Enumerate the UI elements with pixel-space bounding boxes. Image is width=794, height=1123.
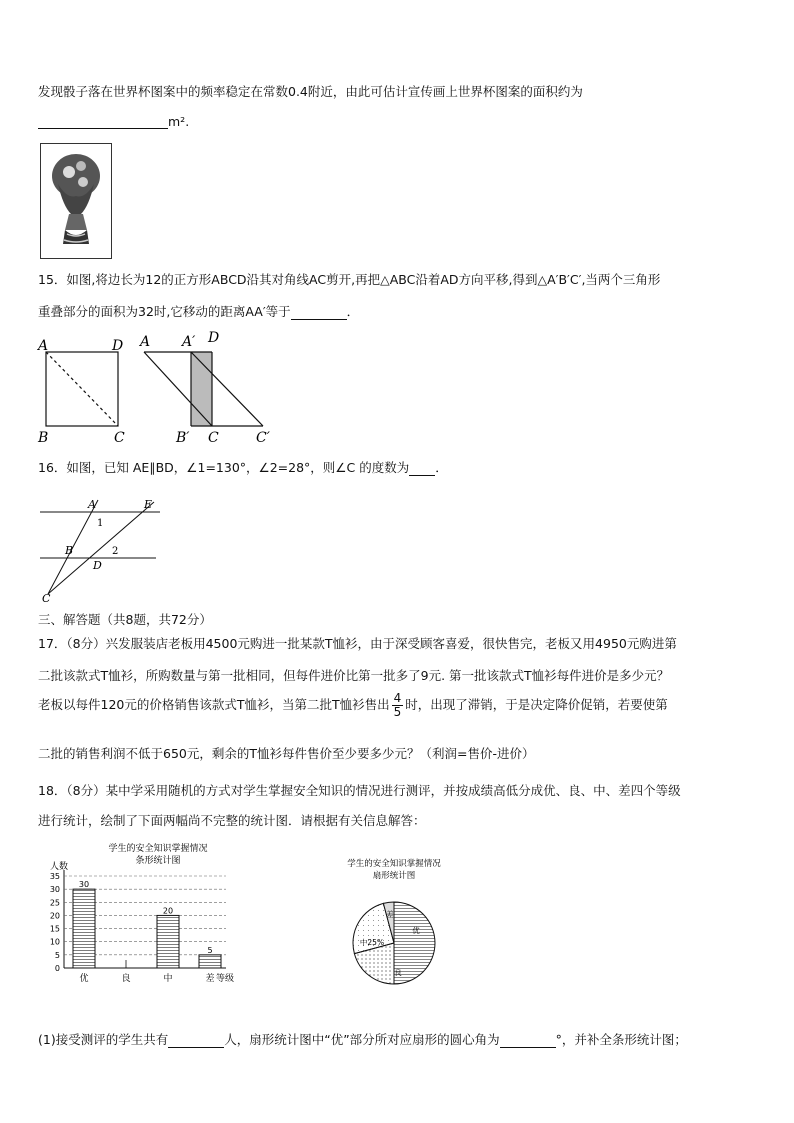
q15-answer-blank[interactable] <box>291 305 347 320</box>
pie-chart <box>336 853 462 1003</box>
q16-text-line1: 16．如图，已知 AE∥BD，∠1=130°，∠2=28°，则∠C 的度数为 ． <box>38 460 448 475</box>
section-3-heading: 三、解答题（共8题，共72分） <box>38 612 212 627</box>
q15-diagonal <box>46 352 118 426</box>
q15-text-line2: 重叠部分的面积为32时,它移动的距离AA′等于 ． <box>38 304 360 319</box>
q15-label-A: A <box>38 338 49 354</box>
q18-sub1: (1)接受测评的学生共有 人，扇形统计图中“优”部分所对应扇形的圆心角为 °，并补全条形统计图； <box>38 1032 687 1047</box>
q15-label-C: C <box>114 430 125 446</box>
q16-label-2: 2 <box>112 546 119 557</box>
pie-slice-label: 中25% <box>359 938 385 947</box>
q16-label-B: B <box>65 544 74 557</box>
bar-data-label: 20 <box>162 906 174 916</box>
q15-label-C2: C <box>208 430 219 446</box>
bar-category-label: 优 <box>79 974 89 984</box>
bar-chart-ytick-label: 10 <box>49 937 60 947</box>
bar-2 <box>157 915 179 968</box>
q16-label-1: 1 <box>97 518 104 529</box>
q17-text-line4: 二批的销售利润不低于650元，剩余的T恤衫每件售价至少要多少元？（利润=售价-进价） <box>38 746 535 761</box>
q16-label-D: D <box>93 559 102 572</box>
bar-category-label: 差 <box>205 974 215 984</box>
bar-chart-ytick-label: 30 <box>49 885 60 895</box>
q15-label-D: D <box>112 338 124 354</box>
bar-0 <box>73 889 95 968</box>
q14-text-line1: 发现骰子落在世界杯图案中的频率稳定在常数0.4附近，由此可估计宣传画上世界杯图案的面积约为 <box>38 84 583 99</box>
bar-chart-ytick-label: 5 <box>54 950 60 960</box>
bar-chart-ylabel: 人数 <box>50 862 69 872</box>
q16-label-C: C <box>42 592 51 604</box>
q18-blank-count[interactable] <box>168 1033 224 1048</box>
bar-chart-ytick-label: 35 <box>49 872 60 881</box>
q15-label-A2: A <box>140 334 151 350</box>
q15-text-line1: 15．如图,将边长为12的正方形ABCD沿其对角线AC剪开,再把△ABC沿着AD方向平移,得到△A′B′C′,当两个三角形 <box>38 272 661 287</box>
bar-chart <box>40 838 250 988</box>
world-cup-image <box>40 143 112 259</box>
pie-slice-label: 差 <box>386 910 394 919</box>
trophy-icon <box>41 144 111 258</box>
q17-fraction: $\frac{4}{5}$ <box>393 691 402 719</box>
bar-data-label: 5 <box>207 945 213 955</box>
q16-answer-blank[interactable] <box>409 461 435 476</box>
bar-chart-ytick-label: 25 <box>49 898 60 908</box>
pie-chart-subtitle: 扇形统计图 <box>372 871 416 881</box>
q18-blank-angle[interactable] <box>500 1033 556 1048</box>
q15-figure <box>36 328 286 448</box>
q18-text-line1: 18．（8分）某中学采用随机的方式对学生掌握安全知识的情况进行测评，并按成绩高低分成优、良、中、差四个等级 <box>38 783 681 798</box>
q16-label-E: E <box>144 498 153 511</box>
bar-chart-ytick-label: 15 <box>49 924 60 934</box>
q16-figure <box>36 494 166 604</box>
q17-text-line1: 17．（8分）兴发服装店老板用4500元购进一批某款T恤衫，由于深受顾客喜爱，很快售完，老板又用4950元购进第 <box>38 636 677 651</box>
q15-label-A-prime: A′ <box>182 334 196 350</box>
q14-answer-blank[interactable] <box>38 114 168 129</box>
q15-label-C-prime: C′ <box>256 430 270 446</box>
q14-unit: m². <box>168 114 190 129</box>
q15-label-D2: D <box>208 330 220 346</box>
pie-slice-label: 良 <box>394 968 402 977</box>
bar-category-label: 中 <box>163 974 173 984</box>
bar-chart-ytick-label: 0 <box>54 964 60 973</box>
q16-label-A: A <box>88 498 96 511</box>
q15-label-B-prime: B′ <box>176 430 190 446</box>
bar-3 <box>199 955 221 968</box>
q15-label-B: B <box>38 430 49 446</box>
q14-answer-line <box>38 114 189 129</box>
bar-category-label: 良 <box>121 974 131 984</box>
q17-text-line3: 老板以每件120元的价格销售该款式T恤衫，当第二批T恤衫售出 $\frac{4}{5}$ 时，出现了滞销，于是决定降价促销，若要使第 <box>38 691 668 719</box>
pie-chart-title: 学生的安全知识掌握情况 <box>347 859 441 869</box>
bar-chart-ytick-label: 20 <box>49 911 60 921</box>
bar-data-label: 30 <box>78 880 90 890</box>
bar-chart-subtitle: 条形统计图 <box>135 856 181 866</box>
q17-text-line2: 二批该款式T恤衫，所购数量与第一批相同，但每件进价比第一批多了9元. 第一批该款式T恤衫每件进价是多少元？ <box>38 668 670 683</box>
q18-text-line2: 进行统计，绘制了下面两幅尚不完整的统计图．请根据有关信息解答： <box>38 813 426 828</box>
bar-chart-xlabel: 等级 <box>216 974 235 984</box>
bar-chart-title: 学生的安全知识掌握情况 <box>108 844 208 854</box>
pie-slice-label: 优 <box>412 926 420 935</box>
